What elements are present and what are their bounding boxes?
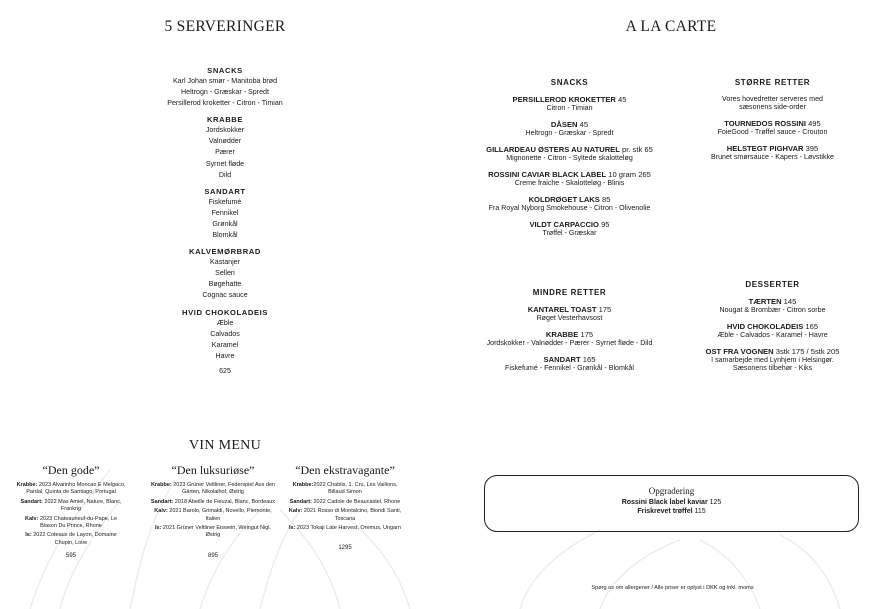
item-price: pr. stk 65 — [619, 145, 653, 154]
course-snacks — [100, 65, 350, 109]
course-line: Syrnet fløde — [205, 159, 245, 168]
wine-menu-price: 895 — [207, 552, 218, 559]
item-name: SANDART — [543, 355, 581, 364]
wine-menu-den-luksurioese — [148, 463, 278, 560]
item-description: I samarbejde med Lynhjem i Helsingør. Sæsonens tilbehør - Kiks — [711, 356, 834, 372]
item-description: FoieGood - Trøffel sauce - Crouton — [717, 128, 828, 136]
wine-entry-text: 2021 Barolo, Grimaldi, Novello, Piemonte, Italien — [167, 508, 272, 522]
menu-item — [690, 95, 855, 111]
wine-entry — [284, 508, 406, 523]
upgrade-item-name: Rossini Black label kaviar — [621, 499, 708, 506]
menu-item — [462, 355, 677, 372]
section-snacks — [462, 78, 677, 237]
wine-entry-text: 2023 Alvarinho Moncao E Melgaco, Pardal, Quinta de Santiago, Portugal — [26, 482, 126, 496]
course-line: Blomkål — [212, 231, 238, 240]
menu-title-5-serveringer: 5 SERVERINGER — [164, 18, 286, 35]
section-heading: STØRRE RETTER — [734, 78, 811, 87]
item-price: 395 — [803, 144, 819, 153]
menu-item — [462, 145, 677, 162]
tasting-menu-price: 625 — [219, 366, 231, 375]
item-name: KRABBE — [545, 330, 579, 339]
wine-entry-label: Krabbe: — [16, 482, 38, 488]
course-line: Cognac sauce — [202, 291, 248, 300]
course-line: Dild — [218, 170, 232, 179]
wine-entry-text: 2022 Chablis, 1. Cru, Les Vaillons, Billaud Simon — [313, 482, 398, 496]
wine-entry-label: Sandart: — [20, 498, 43, 505]
wine-entry-text: 2022 Cadole de Beaucastel, Rhone — [311, 498, 401, 505]
course-line: Karl Johan smør - Manitoba brød — [172, 77, 278, 85]
menu-item — [462, 195, 677, 212]
wine-entry — [148, 482, 278, 497]
item-name: TÆRTEN — [748, 297, 782, 306]
menu-item — [462, 95, 677, 112]
course-heading: SANDART — [204, 186, 246, 196]
wine-entry-text: 2023 Grüner Veltliner, Federspiel Aus den Gärten, Nikolaihof, Østrig — [171, 482, 276, 496]
upgrade-title: Opgradering — [648, 486, 695, 496]
item-price: 165 — [580, 355, 596, 364]
course-heading: KALVEMØRBRAD — [188, 247, 262, 257]
section-mindre-retter — [462, 288, 677, 372]
wine-menu-price: 1295 — [338, 545, 352, 552]
wine-entry — [148, 499, 278, 506]
upgrade-item-price: 115 — [692, 508, 706, 515]
wine-menu-name: “Den ekstravagante” — [295, 463, 395, 477]
item-description: Citron - Timian — [546, 104, 593, 112]
item-name: VILDT CARPACCIO — [529, 220, 599, 229]
item-description: Røget Vesterhavsost — [536, 314, 603, 322]
wine-entry — [16, 516, 126, 531]
item-name: OST FRA VOGNEN — [705, 347, 774, 356]
item-name: ROSSINI CAVIAR BLACK LABEL — [488, 170, 607, 179]
item-price: 10 gram 265 — [606, 170, 651, 179]
wine-entry-label: Krabbe: — [292, 482, 314, 488]
item-name: HELSTEGT PIGHVAR — [726, 144, 804, 153]
course-line: Havre — [215, 351, 235, 360]
course-heading: SNACKS — [207, 66, 243, 75]
wine-entry-label: Kalv: — [288, 508, 303, 515]
course-line: Heltrogn - Græskar - Spredt — [181, 88, 269, 97]
wine-entry — [16, 499, 126, 514]
item-name: KANTAREL TOAST — [527, 305, 597, 314]
upgrade-item-price: 125 — [707, 499, 722, 506]
course-line: Karamel — [211, 340, 239, 349]
course-hvid-chokoladeis — [100, 307, 350, 362]
item-price: 3stk 175 / 5stk 205 — [773, 347, 840, 356]
item-description: Brunet smørsauce - Kapers - Løvstikke — [711, 153, 834, 161]
course-line: Persillerod kroketter - Citron - Timian — [167, 99, 283, 108]
wine-entry — [16, 482, 126, 497]
wine-menu-title: VIN MENU — [188, 438, 261, 453]
item-name: HVID CHOKOLADEIS — [726, 322, 804, 331]
menu-item — [690, 322, 855, 339]
wine-entry — [16, 532, 126, 547]
wine-entry-label: Kalv: — [154, 508, 168, 515]
section-heading: SNACKS — [550, 78, 589, 87]
item-price: 495 — [805, 119, 821, 128]
upgrade-item — [485, 508, 858, 515]
wine-entry-text: 2022 Mas Amiel, Nature, Blanc, Frankrig — [42, 498, 122, 513]
item-price: 85 — [599, 195, 611, 204]
wine-entry-text: 2021 Grüner Veltliner Eiswein, Weingut Nigl, Østrig — [161, 525, 272, 539]
menu-item — [462, 305, 677, 322]
menu-item — [690, 119, 855, 136]
item-price: 45 — [615, 95, 627, 104]
section-stoerre-retter — [690, 78, 855, 161]
course-krabbe — [100, 114, 350, 180]
wine-entry-text: 2023 Chateauneuf-du-Pape, Le Blason Du Prince, Rhone — [38, 515, 118, 530]
course-heading: KRABBE — [206, 115, 244, 125]
section-desserter — [690, 280, 855, 372]
item-description: Mignonette - Citron - Syltede skalotteløg — [506, 154, 633, 162]
wine-entry-label: Is: — [154, 525, 162, 532]
item-description: Fra Royal Nyborg Smokehouse - Citron - Olivenolie — [488, 204, 651, 212]
course-line: Grønkål — [212, 219, 238, 228]
wine-menu-name: “Den gode” — [42, 463, 100, 477]
item-name: GILLARDEAU ØSTERS AU NATUREL — [486, 145, 620, 154]
course-kalvemoerbrad — [100, 246, 350, 301]
tasting-menu — [100, 65, 350, 377]
item-name: TOURNEDOS ROSSINI — [724, 119, 806, 128]
item-description: Creme fraiche - Skalotteløg - Blinis — [514, 179, 625, 187]
wine-entry-text: 2018 Abeille de Fieuzal, Blanc, Bordeaux — [173, 498, 276, 505]
item-description: Heltrogn - Græskar - Spredt — [525, 129, 614, 137]
item-description: Trøffel - Græskar — [542, 229, 597, 237]
wine-entry-label: Sandart: — [150, 498, 174, 505]
section-heading: MINDRE RETTER — [532, 288, 607, 297]
wine-entry-label: Is: — [25, 532, 32, 539]
menu-title-a-la-carte: A LA CARTE — [625, 18, 717, 35]
menu-item — [690, 347, 855, 372]
item-price: 145 — [781, 297, 797, 306]
course-line: Calvados — [210, 329, 240, 338]
wine-entry — [284, 482, 406, 497]
item-description: Fiskefumé - Fennikel - Grønkål - Blomkål — [505, 364, 634, 372]
course-line: Kastanjer — [210, 258, 240, 267]
wine-entry-text: 2021 Rosso di Montalcino, Biondi Santi, Toscana — [302, 508, 402, 522]
course-line: Pærer — [215, 148, 235, 157]
course-line: Bøgehatte — [208, 280, 242, 289]
course-line: Fiskefumé — [208, 197, 242, 206]
course-line: Jordskokker — [205, 126, 245, 135]
wine-entry-label: Sandart: — [289, 498, 312, 505]
menu-item — [462, 170, 677, 187]
course-line: Selleri — [215, 269, 235, 278]
item-name: KOLDRØGET LAKS — [528, 195, 600, 204]
course-line: Fennikel — [211, 208, 239, 217]
item-price: 175 — [596, 305, 612, 314]
course-line: Æble — [216, 318, 234, 327]
item-price: 165 — [803, 322, 819, 331]
upgrade-item — [485, 499, 858, 506]
wine-menu-den-gode — [16, 463, 126, 561]
menu-item — [462, 220, 677, 237]
menu-item — [690, 297, 855, 314]
item-description: Æble - Calvados - Karamel - Havre — [717, 331, 828, 339]
menu-item — [462, 330, 677, 347]
item-name: DÅSEN — [550, 120, 578, 129]
course-sandart — [100, 186, 350, 241]
item-description: Nougat & Brombær - Citron sorbe — [719, 306, 826, 314]
section-heading: DESSERTER — [745, 280, 800, 289]
item-description: Jordskokker - Valnødder - Pærer - Syrnet fløde - Dild — [486, 339, 653, 347]
wine-menu-price: 595 — [65, 553, 76, 560]
item-price: 45 — [577, 120, 589, 129]
upgrade-box — [484, 475, 859, 532]
wine-entry-text: 2023 Tokaji Late Harvest, Oremus, Ungarn — [295, 525, 402, 532]
footer-note: Spørg os om allergener / Alle priser er oplyst i DKK og inkl. moms — [591, 585, 754, 591]
menu-item — [462, 120, 677, 137]
menu-item — [690, 144, 855, 161]
item-name: PERSILLEROD KROKETTER — [512, 95, 616, 104]
course-line: Valnødder — [208, 137, 242, 146]
item-price: 95 — [598, 220, 610, 229]
wine-entry — [148, 525, 278, 540]
wine-entry — [148, 508, 278, 523]
wine-entry-label: Is: — [288, 525, 296, 532]
wine-menu-den-ekstravagante — [284, 463, 406, 553]
wine-entry-label: Krabbe: — [150, 482, 172, 488]
course-heading: HVID CHOKOLADEIS — [182, 307, 268, 317]
wine-entry-label: Kalv: — [24, 515, 39, 522]
wine-entry-text: 2022 Coteaux de Layon, Domaine Chupin, Loire — [31, 532, 117, 546]
wine-entry — [284, 525, 406, 532]
wine-menu-name: “Den luksuriøse” — [171, 463, 255, 477]
item-price: 175 — [578, 330, 594, 339]
item-description: Vores hovedretter serveres med sæsonens side-order — [722, 95, 823, 111]
upgrade-item-name: Friskrevet trøffel — [637, 508, 693, 515]
wine-entry — [284, 499, 406, 506]
